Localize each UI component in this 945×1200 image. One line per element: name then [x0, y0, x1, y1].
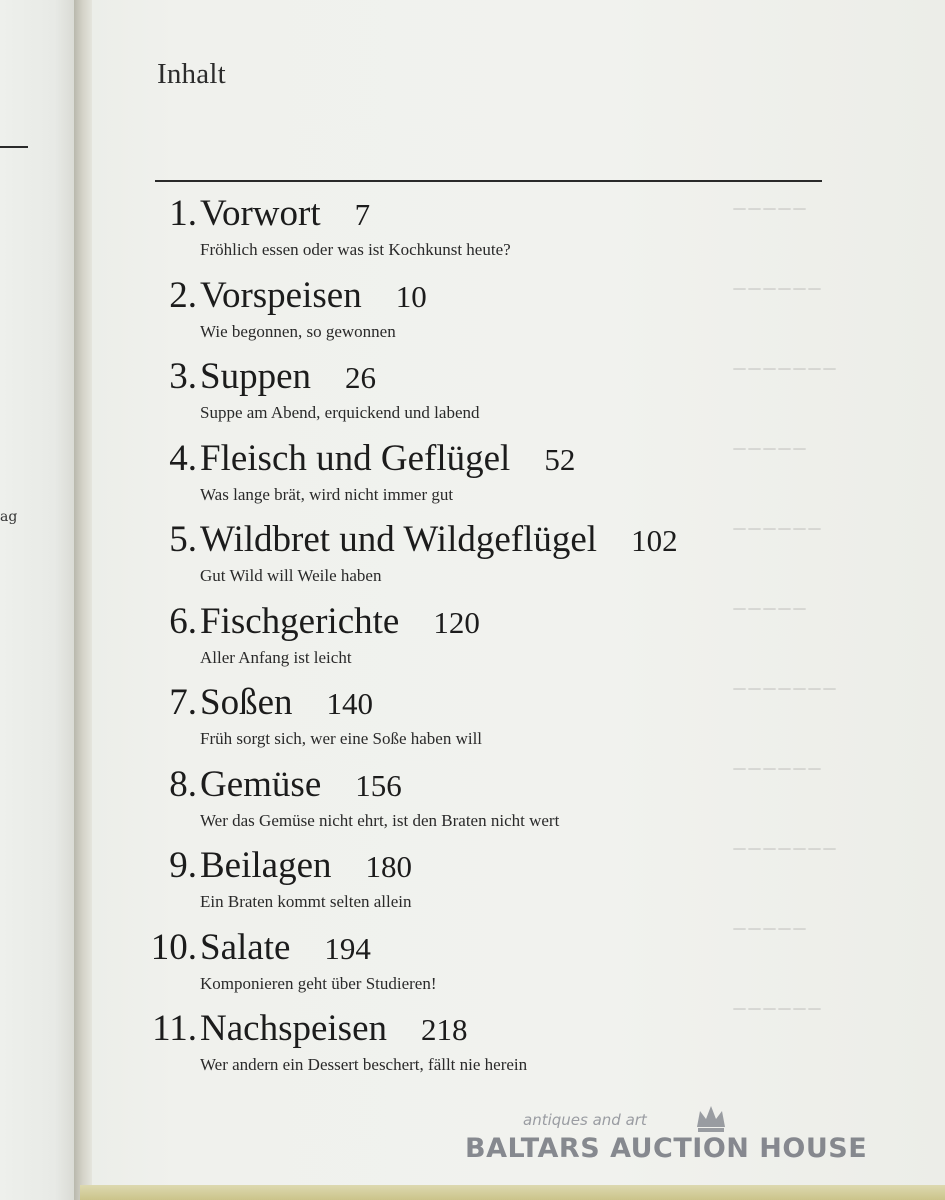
entry-page-number: 102	[631, 523, 678, 558]
entry-page-number: 52	[544, 442, 576, 477]
title-rule	[155, 180, 822, 182]
entry-number: 6.	[169, 601, 197, 642]
entry-subtitle: Wer das Gemüse nicht ehrt, ist den Braten nicht wert	[200, 811, 560, 830]
entry-number: 3.	[169, 356, 197, 397]
book-page-edge	[80, 1185, 945, 1200]
entry-page-number: 194	[324, 931, 371, 966]
entry-title: Suppen	[200, 356, 311, 397]
entry-title: Fleisch und Geflügel	[200, 438, 511, 479]
entry-title: Gemüse	[200, 764, 322, 805]
entry-number: 2.	[169, 275, 197, 316]
left-page-rule	[0, 146, 28, 148]
watermark-tagline: antiques and art	[523, 1111, 647, 1129]
entry-page-number: 156	[355, 768, 402, 803]
entry-page-number: 7	[354, 197, 371, 232]
entry-title: Soßen	[200, 682, 293, 723]
entry-title: Beilagen	[200, 845, 332, 886]
entry-subtitle: Aller Anfang ist leicht	[200, 648, 352, 667]
entry-title: Vorwort	[200, 193, 321, 234]
entry-title: Salate	[200, 927, 291, 968]
entry-page-number: 218	[421, 1012, 468, 1047]
entry-subtitle: Fröhlich essen oder was ist Kochkunst heute?	[200, 240, 511, 259]
entry-title: Nachspeisen	[200, 1008, 387, 1049]
entry-number: 1.	[169, 193, 197, 234]
watermark	[465, 1105, 885, 1175]
left-page-text-fragment: ag	[0, 509, 18, 525]
crown-icon	[694, 1103, 728, 1133]
entry-subtitle: Suppe am Abend, erquickend und labend	[200, 403, 480, 422]
entry-number: 8.	[169, 764, 197, 805]
entry-subtitle: Komponieren geht über Studieren!	[200, 974, 437, 993]
entry-title: Vorspeisen	[200, 275, 362, 316]
entry-number: 9.	[169, 845, 197, 886]
reverse-side-show-through: ––––– –––––– ––––––– ––––– –––––– ––––– ––––––– –––––– ––––––– ––––– ––––––	[732, 190, 837, 1025]
entry-page-number: 120	[433, 605, 480, 640]
entry-page-number: 10	[395, 279, 427, 314]
entry-number: 7.	[169, 682, 197, 723]
entry-page-number: 180	[365, 849, 413, 884]
entry-title: Fischgerichte	[200, 601, 400, 642]
entry-page-number: 26	[345, 360, 376, 395]
entry-page-number: 140	[326, 686, 373, 721]
entry-subtitle: Früh sorgt sich, wer eine Soße haben will	[200, 729, 483, 748]
left-page-fragment	[0, 0, 78, 1200]
entry-subtitle: Gut Wild will Weile haben	[200, 566, 382, 585]
entry-title: Wildbret und Wildgeflügel	[200, 519, 598, 560]
entry-subtitle: Wie begonnen, so gewonnen	[200, 322, 396, 341]
entry-number: 5.	[169, 519, 197, 560]
entry-subtitle: Was lange brät, wird nicht immer gut	[200, 485, 454, 504]
entry-number: 11.	[152, 1008, 197, 1049]
page-title: Inhalt	[157, 58, 226, 90]
entry-subtitle: Ein Braten kommt selten allein	[200, 892, 412, 911]
entry-number: 10.	[150, 927, 197, 968]
watermark-name: BALTARS AUCTION HOUSE	[465, 1133, 868, 1164]
entry-number: 4.	[169, 438, 197, 479]
entry-subtitle: Wer andern ein Dessert beschert, fällt nie herein	[200, 1055, 528, 1074]
